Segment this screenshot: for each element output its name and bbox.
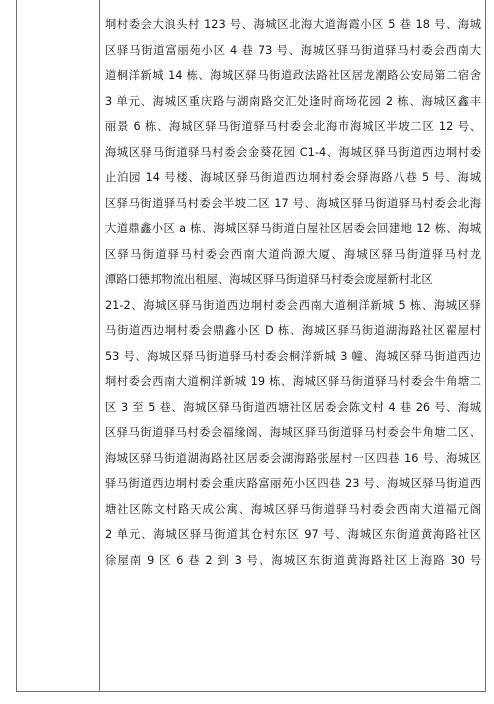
address-line: 海城区驿马街道湖海路社区居委会湖海路张屋村一区四巷 16 号、海城区: [105, 451, 481, 465]
address-line: 大道鼎鑫小区 a 栋、海城区驿马街道白屋社区居委会回建地 12 栋、海城: [105, 222, 481, 235]
address-line: 区驿马街道富丽苑小区 4 巷 73 号、海城区驿马街道驿马村委会西南大: [105, 43, 481, 57]
address-line: 区驿马街道驿马村委会半坡二区 17 号、海城区驿马街道驿马村委会北海: [105, 196, 481, 210]
address-line: 塘社区陈文村路天成公寓、海城区驿马街道驿马村委会西南大道福元阁: [105, 502, 481, 516]
address-table: [16, 0, 486, 692]
address-line: 2 单元、海城区驿马街道其仓村东区 97 号、海城区东街道黄海路社区: [105, 528, 481, 541]
address-line: 马街道西边垌村委会鼎鑫小区 D 栋、海城区驿马街道湖海路社区翟屋村: [105, 324, 481, 337]
address-line: 21-2、海城区驿马街道西边垌村委会西南大道桐洋新城 5 栋、海城区驿: [105, 298, 481, 312]
address-line: 潭路口德邦物流出租屋、海城区驿马街道驿马村委会庞屋新村北区: [105, 273, 433, 286]
address-line: 驿马街道西边垌村委会重庆路富丽苑小区四巷 23 号、海城区驿马街道西: [105, 477, 481, 490]
address-line: 垌村委会西南大道桐洋新城 19 栋、海城区驿马街道驿马村委会牛角塘二: [105, 375, 481, 388]
address-line: 区驿马街道驿马村委会西南大道尚源大厦、海城区驿马街道驿马村龙: [105, 247, 481, 261]
address-line: 3 单元、海城区重庆路与湖南路交汇处逢时商场花园 2 栋、海城区鑫丰: [105, 94, 481, 108]
address-line: 垌村委会大浪头村 123 号、海城区北海大道海霞小区 5 巷 18 号、海城: [105, 18, 481, 31]
column-divider: [99, 0, 100, 691]
address-list-cell: [105, 0, 481, 691]
address-line: 区 3 至 5 巷、海城区驿马街道西塘社区居委会陈文村 4 巷 26 号、海城: [105, 400, 481, 414]
address-line: 徐屋南 9 区 6 巷 2 到 3 号、海城区东街道黄海路社区上海路 30 号: [105, 553, 481, 567]
address-line: 止泊园 14 号楼、海城区驿马街道西边垌村委会驿海路八巷 5 号、海城: [105, 171, 481, 184]
address-line: 区驿马街道驿马村委会福缘阁、海城区驿马街道驿马村委会牛角塘二区、: [105, 426, 481, 439]
address-line: 53 号、海城区驿马街道驿马村委会桐洋新城 3 幢、海城区驿马街道西边: [105, 349, 481, 363]
address-line: 道桐洋新城 14 栋、海城区驿马街道政法路社区居龙潮路公安局第二宿舍: [105, 69, 481, 82]
address-line: 丽景 6 栋、海城区驿马街道驿马村委会北海市海城区半坡二区 12 号、: [105, 120, 481, 133]
address-line: 海城区驿马街道驿马村委会金葵花园 C1-4、海城区驿马街道西边垌村委: [105, 145, 481, 159]
